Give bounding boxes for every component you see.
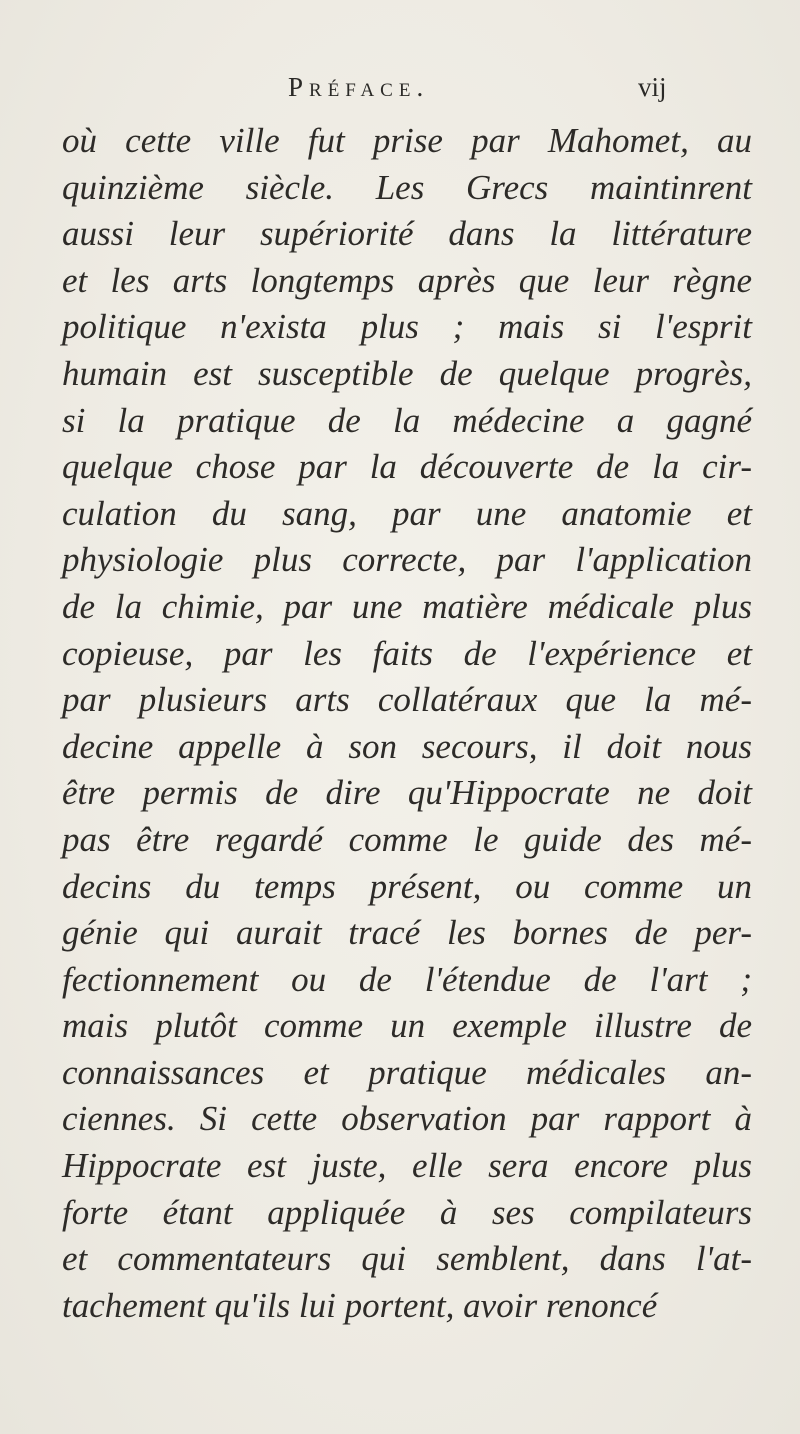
- text-line: culation du sang, par une anatomie et: [62, 493, 752, 533]
- text-line: de la chimie, par une matière médicale plus: [62, 586, 752, 626]
- text-line: decins du temps présent, ou comme un: [62, 866, 752, 906]
- text-line: fectionnement ou de l'étendue de l'art ;: [62, 959, 752, 999]
- text-line: humain est susceptible de quelque progrès,: [62, 353, 752, 393]
- text-line: quelque chose par la découverte de la cir-: [62, 447, 752, 487]
- running-title: Préface.: [288, 72, 430, 102]
- page-number: vij: [638, 72, 667, 102]
- text-line: mais plutôt comme un exemple illustre de: [62, 1006, 752, 1046]
- body-text: [62, 118, 752, 1329]
- text-line: connaissances et pratique médicales an-: [62, 1052, 752, 1092]
- page-header: [0, 68, 800, 108]
- text-line: pas être regardé comme le guide des mé-: [62, 819, 752, 859]
- text-line: où cette ville fut prise par Mahomet, au: [62, 121, 752, 160]
- text-line: ciennes. Si cette observation par rapport à: [62, 1099, 752, 1139]
- text-line: physiologie plus correcte, par l'application: [62, 540, 752, 580]
- text-line: génie qui aurait tracé les bornes de per-: [62, 913, 752, 953]
- text-line: copieuse, par les faits de l'expérience et: [62, 633, 752, 673]
- text-line: forte étant appliquée à ses compilateurs: [62, 1192, 752, 1232]
- text-line: et les arts longtemps après que leur règne: [62, 260, 752, 300]
- text-line: decine appelle à son secours, il doit nous: [62, 726, 752, 766]
- text-line: quinzième siècle. Les Grecs maintinrent: [62, 167, 752, 207]
- text-line: par plusieurs arts collatéraux que la mé-: [62, 680, 752, 720]
- text-line: Hippocrate est juste, elle sera encore plus: [62, 1146, 752, 1186]
- text-line: politique n'exista plus ; mais si l'esprit: [62, 307, 752, 347]
- text-line: tachement qu'ils lui portent, avoir renoncé: [62, 1285, 658, 1325]
- text-line: et commentateurs qui semblent, dans l'at-: [62, 1239, 752, 1279]
- text-line: si la pratique de la médecine a gagné: [62, 400, 752, 440]
- text-line: être permis de dire qu'Hippocrate ne doit: [62, 773, 752, 813]
- text-line: aussi leur supériorité dans la littérature: [62, 214, 752, 254]
